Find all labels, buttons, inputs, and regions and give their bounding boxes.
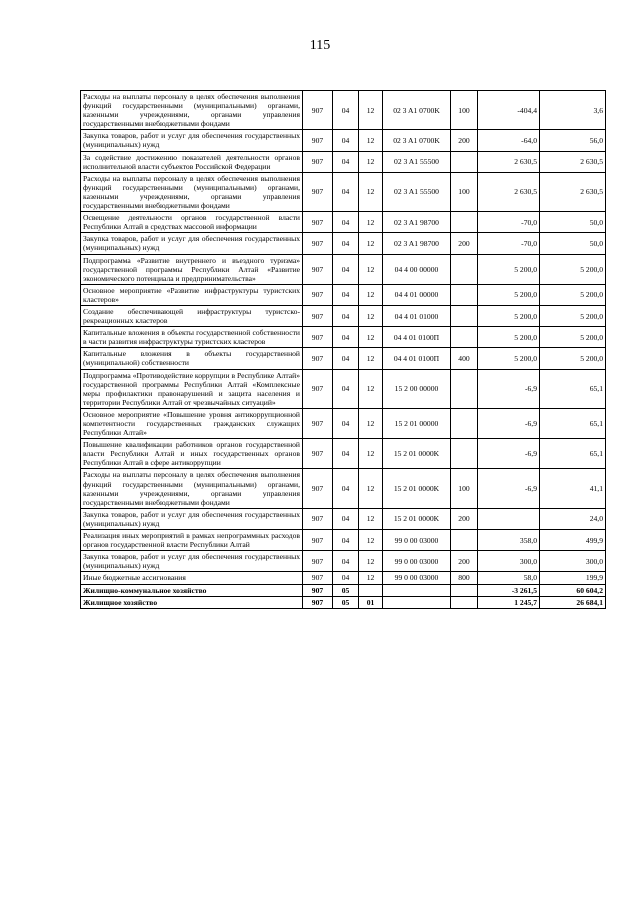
cell-target-item: 15 2 01 0000K [383, 469, 451, 508]
cell-section: 04 [333, 327, 359, 348]
cell-expense-type [451, 596, 478, 608]
cell-section: 04 [333, 408, 359, 438]
cell-target-item [383, 584, 451, 596]
cell-subsection [359, 584, 383, 596]
cell-grbs: 907 [303, 596, 333, 608]
cell-name: Освещение деятельности органов государственной власти Республики Алтай в средствах массовой информации [81, 212, 303, 233]
cell-target-item: 04 4 01 0100П [383, 348, 451, 369]
cell-subsection: 12 [359, 305, 383, 326]
cell-grbs: 907 [303, 469, 333, 508]
cell-amount-total: 41,1 [540, 469, 606, 508]
cell-amount-total: 2 630,5 [540, 172, 606, 211]
table-row [81, 469, 606, 508]
cell-expense-type: 200 [451, 130, 478, 151]
cell-name: Подпрограмма «Противодействие коррупции в Республике Алтай» государственной программы Республики Алтай «Комплексные меры профилактики правонарушений и защита населения и территории Республики Алтай от чрезвычайных ситуаций» [81, 369, 303, 408]
cell-amount-total: 2 630,5 [540, 151, 606, 172]
table-row [81, 508, 606, 529]
cell-target-item: 02 3 A1 98700 [383, 212, 451, 233]
cell-grbs: 907 [303, 233, 333, 254]
cell-expense-type: 100 [451, 91, 478, 130]
cell-subsection: 12 [359, 572, 383, 584]
cell-subsection: 01 [359, 596, 383, 608]
cell-subsection: 12 [359, 130, 383, 151]
cell-name: Основное мероприятие «Развитие инфраструктуры туристских кластеров» [81, 284, 303, 305]
cell-name: Подпрограмма «Развитие внутреннего и въездного туризма» государственной программы Республики Алтай «Развитие экономического потенциала и предпринимательства» [81, 254, 303, 284]
cell-grbs: 907 [303, 530, 333, 551]
cell-section: 04 [333, 212, 359, 233]
cell-amount-change: -70,0 [478, 212, 540, 233]
cell-subsection: 12 [359, 369, 383, 408]
cell-target-item: 02 3 A1 55500 [383, 172, 451, 211]
cell-amount-change: -404,4 [478, 91, 540, 130]
cell-section: 04 [333, 508, 359, 529]
cell-amount-total: 3,6 [540, 91, 606, 130]
cell-amount-change: 2 630,5 [478, 151, 540, 172]
cell-subsection: 12 [359, 348, 383, 369]
cell-grbs: 907 [303, 284, 333, 305]
cell-target-item: 99 0 00 03000 [383, 572, 451, 584]
table-row [81, 327, 606, 348]
cell-name: Основное мероприятие «Повышение уровня антикоррупционной компетентности государственных гражданских служащих Республики Алтай» [81, 408, 303, 438]
cell-target-item: 99 0 00 03000 [383, 551, 451, 572]
cell-amount-change [478, 508, 540, 529]
table-row [81, 369, 606, 408]
cell-expense-type: 200 [451, 233, 478, 254]
cell-expense-type [451, 369, 478, 408]
cell-target-item: 02 3 A1 98700 [383, 233, 451, 254]
cell-name: Создание обеспечивающей инфраструктуры туристско-рекреационных кластеров [81, 305, 303, 326]
cell-section: 04 [333, 172, 359, 211]
cell-grbs: 907 [303, 327, 333, 348]
cell-name: Закупка товаров, работ и услуг для обеспечения государственных (муниципальных) нужд [81, 130, 303, 151]
cell-amount-total: 65,1 [540, 408, 606, 438]
cell-name: Жилищное хозяйство [81, 596, 303, 608]
cell-target-item: 04 4 01 0100П [383, 327, 451, 348]
cell-subsection: 12 [359, 508, 383, 529]
cell-expense-type [451, 408, 478, 438]
cell-section: 04 [333, 348, 359, 369]
cell-amount-change: 58,0 [478, 572, 540, 584]
table-row [81, 130, 606, 151]
cell-grbs: 907 [303, 305, 333, 326]
table-row [81, 151, 606, 172]
cell-target-item: 04 4 01 00000 [383, 284, 451, 305]
cell-amount-total: 60 604,2 [540, 584, 606, 596]
cell-section: 04 [333, 254, 359, 284]
cell-amount-total: 5 200,0 [540, 284, 606, 305]
table-row [81, 91, 606, 130]
cell-grbs: 907 [303, 130, 333, 151]
table-row [81, 254, 606, 284]
cell-name: Расходы на выплаты персоналу в целях обеспечения выполнения функций государственными (муниципальными) органами, казенными учреждениями, органами управления государственными внебюджетными фондами [81, 172, 303, 211]
cell-amount-change: 5 200,0 [478, 327, 540, 348]
cell-amount-change: 2 630,5 [478, 172, 540, 211]
cell-target-item: 15 2 01 00000 [383, 408, 451, 438]
cell-expense-type [451, 151, 478, 172]
cell-amount-total: 65,1 [540, 439, 606, 469]
cell-subsection: 12 [359, 551, 383, 572]
cell-subsection: 12 [359, 284, 383, 305]
cell-expense-type [451, 305, 478, 326]
cell-section: 04 [333, 233, 359, 254]
cell-section: 04 [333, 551, 359, 572]
page-number: 115 [309, 38, 331, 53]
cell-section: 04 [333, 439, 359, 469]
cell-name: Иные бюджетные ассигнования [81, 572, 303, 584]
cell-section: 05 [333, 596, 359, 608]
cell-name: Реализация иных мероприятий в рамках непрограммных расходов органов государственной власти Республики Алтай [81, 530, 303, 551]
table-row [81, 584, 606, 596]
table-row [81, 530, 606, 551]
cell-target-item: 02 3 A1 0700K [383, 91, 451, 130]
cell-amount-change: -6,9 [478, 369, 540, 408]
cell-target-item: 99 0 00 03000 [383, 530, 451, 551]
cell-name: За содействие достижению показателей деятельности органов исполнительной власти субъектов Российской Федерации [81, 151, 303, 172]
cell-subsection: 12 [359, 151, 383, 172]
cell-grbs: 907 [303, 408, 333, 438]
budget-table [80, 90, 606, 609]
cell-name: Капитальные вложения в объекты государственной собственности в части развития инфраструктуры туристских кластеров [81, 327, 303, 348]
cell-amount-total: 300,0 [540, 551, 606, 572]
cell-subsection: 12 [359, 408, 383, 438]
cell-expense-type: 200 [451, 508, 478, 529]
cell-expense-type: 100 [451, 172, 478, 211]
cell-expense-type: 200 [451, 551, 478, 572]
cell-target-item: 15 2 01 0000K [383, 439, 451, 469]
cell-section: 04 [333, 369, 359, 408]
cell-section: 04 [333, 130, 359, 151]
cell-amount-total: 5 200,0 [540, 348, 606, 369]
cell-amount-change: -6,9 [478, 469, 540, 508]
cell-amount-change: 5 200,0 [478, 254, 540, 284]
cell-grbs: 907 [303, 212, 333, 233]
cell-section: 04 [333, 151, 359, 172]
cell-name: Закупка товаров, работ и услуг для обеспечения государственных (муниципальных) нужд [81, 508, 303, 529]
cell-target-item [383, 596, 451, 608]
cell-subsection: 12 [359, 327, 383, 348]
cell-expense-type [451, 530, 478, 551]
cell-amount-change: 5 200,0 [478, 348, 540, 369]
table-row [81, 572, 606, 584]
cell-section: 04 [333, 572, 359, 584]
cell-subsection: 12 [359, 233, 383, 254]
cell-section: 04 [333, 284, 359, 305]
cell-name: Расходы на выплаты персоналу в целях обеспечения выполнения функций государственными (муниципальными) органами, казенными учреждениями, органами управления государственными внебюджетными фондами [81, 469, 303, 508]
cell-expense-type [451, 254, 478, 284]
cell-target-item: 02 3 A1 55500 [383, 151, 451, 172]
cell-grbs: 907 [303, 551, 333, 572]
cell-expense-type [451, 284, 478, 305]
cell-amount-change: -6,9 [478, 439, 540, 469]
cell-amount-total: 65,1 [540, 369, 606, 408]
cell-amount-total: 50,0 [540, 212, 606, 233]
cell-amount-total: 50,0 [540, 233, 606, 254]
table-row [81, 284, 606, 305]
cell-amount-total: 5 200,0 [540, 305, 606, 326]
cell-amount-change: -64,0 [478, 130, 540, 151]
cell-grbs: 907 [303, 508, 333, 529]
cell-subsection: 12 [359, 254, 383, 284]
cell-grbs: 907 [303, 348, 333, 369]
cell-amount-total: 26 684,1 [540, 596, 606, 608]
cell-expense-type: 800 [451, 572, 478, 584]
cell-amount-change: 1 245,7 [478, 596, 540, 608]
cell-name: Расходы на выплаты персоналу в целях обеспечения выполнения функций государственными (муниципальными) органами, казенными учреждениями, органами управления государственными внебюджетными фондами [81, 91, 303, 130]
cell-grbs: 907 [303, 369, 333, 408]
table-row [81, 408, 606, 438]
cell-section: 04 [333, 469, 359, 508]
cell-name: Закупка товаров, работ и услуг для обеспечения государственных (муниципальных) нужд [81, 551, 303, 572]
cell-section: 04 [333, 305, 359, 326]
table-row [81, 551, 606, 572]
cell-grbs: 907 [303, 572, 333, 584]
table-row [81, 233, 606, 254]
cell-expense-type [451, 212, 478, 233]
cell-amount-change: 5 200,0 [478, 284, 540, 305]
cell-subsection: 12 [359, 172, 383, 211]
cell-subsection: 12 [359, 439, 383, 469]
cell-grbs: 907 [303, 439, 333, 469]
cell-section: 04 [333, 91, 359, 130]
cell-name: Жилищно-коммунальное хозяйство [81, 584, 303, 596]
cell-amount-total: 24,0 [540, 508, 606, 529]
cell-amount-total: 5 200,0 [540, 327, 606, 348]
cell-subsection: 12 [359, 212, 383, 233]
cell-amount-change: -70,0 [478, 233, 540, 254]
cell-target-item: 02 3 A1 0700K [383, 130, 451, 151]
cell-expense-type [451, 327, 478, 348]
cell-amount-total: 56,0 [540, 130, 606, 151]
cell-amount-total: 5 200,0 [540, 254, 606, 284]
cell-expense-type [451, 584, 478, 596]
cell-target-item: 15 2 00 00000 [383, 369, 451, 408]
cell-subsection: 12 [359, 530, 383, 551]
cell-target-item: 15 2 01 0000K [383, 508, 451, 529]
cell-amount-change: 300,0 [478, 551, 540, 572]
cell-section: 04 [333, 530, 359, 551]
table-row [81, 172, 606, 211]
cell-amount-change: -6,9 [478, 408, 540, 438]
cell-subsection: 12 [359, 91, 383, 130]
cell-grbs: 907 [303, 151, 333, 172]
table-row [81, 596, 606, 608]
cell-expense-type [451, 439, 478, 469]
table-row [81, 348, 606, 369]
cell-section: 05 [333, 584, 359, 596]
cell-amount-total: 199,9 [540, 572, 606, 584]
cell-grbs: 907 [303, 254, 333, 284]
cell-name: Закупка товаров, работ и услуг для обеспечения государственных (муниципальных) нужд [81, 233, 303, 254]
cell-grbs: 907 [303, 91, 333, 130]
cell-expense-type: 100 [451, 469, 478, 508]
cell-amount-change: -3 261,5 [478, 584, 540, 596]
table-row [81, 439, 606, 469]
cell-target-item: 04 4 01 01000 [383, 305, 451, 326]
cell-amount-total: 499,9 [540, 530, 606, 551]
cell-expense-type: 400 [451, 348, 478, 369]
table-row [81, 212, 606, 233]
cell-subsection: 12 [359, 469, 383, 508]
cell-name: Капитальные вложения в объекты государственной (муниципальной) собственности [81, 348, 303, 369]
cell-name: Повышение квалификации работников органов государственной власти Республики Алтай и иных государственных органов Республики Алтай в сфере антикоррупции [81, 439, 303, 469]
cell-grbs: 907 [303, 584, 333, 596]
cell-amount-change: 5 200,0 [478, 305, 540, 326]
table-row [81, 305, 606, 326]
cell-grbs: 907 [303, 172, 333, 211]
cell-target-item: 04 4 00 00000 [383, 254, 451, 284]
cell-amount-change: 358,0 [478, 530, 540, 551]
